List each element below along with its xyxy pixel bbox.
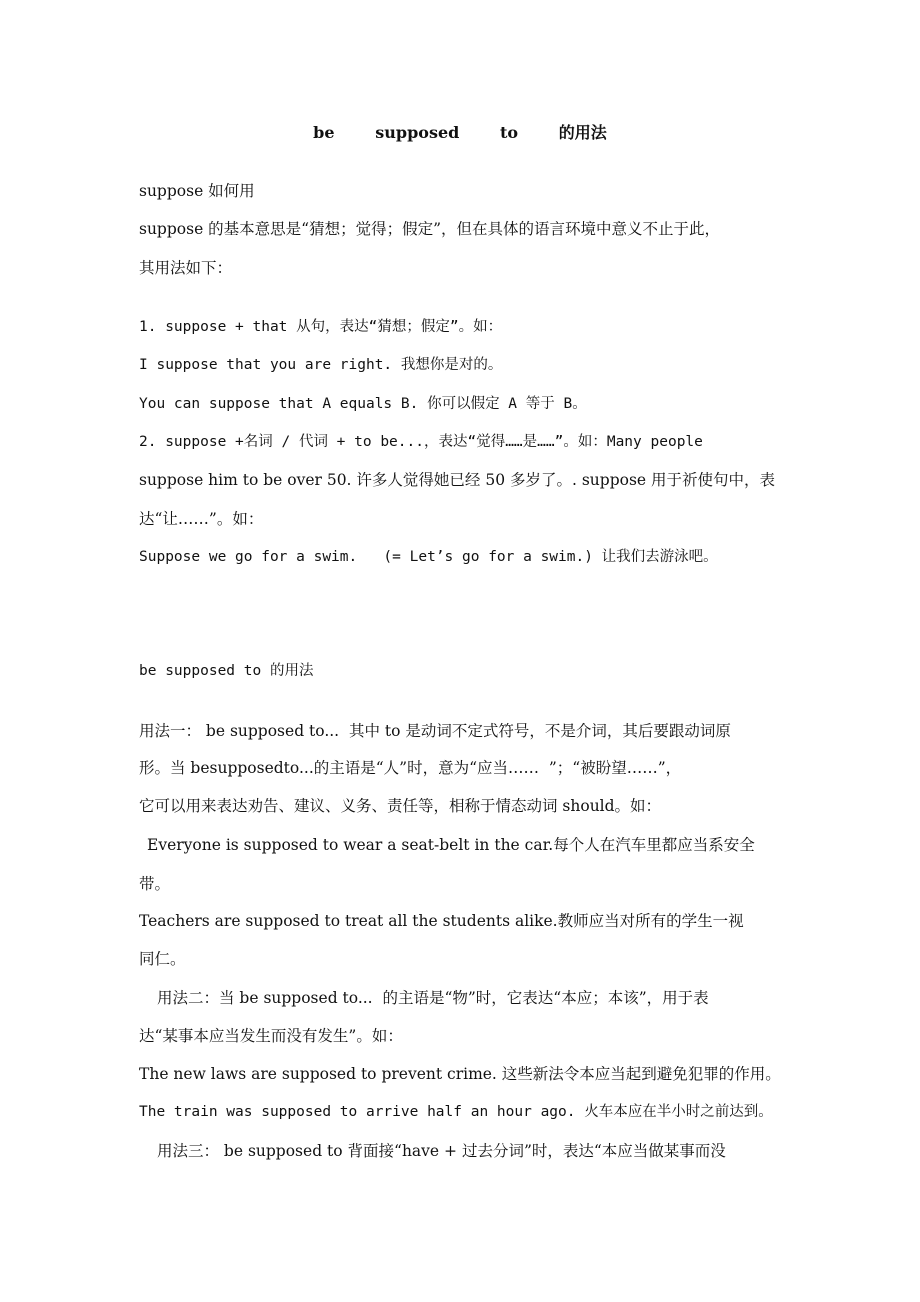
text-line-example-3: Suppose we go for a swim. (= Let’s go for a swim.) 让我们去游泳吧。	[139, 549, 718, 565]
text-line-usage-one-should: 它可以用来表达劝告、建议、义务、责任等，相称于情态动词 should。如：	[139, 797, 662, 815]
text-line-example-train: The train was supposed to arrive half an hour ago. 火车本应在半小时之前达到。	[139, 1104, 773, 1120]
text-line-example-seatbelt-cont: 带。	[139, 875, 171, 893]
document-title: be supposed to 的用法	[313, 123, 607, 142]
section-heading-be-supposed-to: be supposed to 的用法	[139, 663, 314, 679]
text-line-usage-two-cont: 达“某事本应当发生而没有发生”。如：	[139, 1027, 403, 1045]
text-line-example-2: suppose him to be over 50. 许多人觉得她已经 50 多岁了。. suppose 用于祈使句中，表	[139, 471, 776, 489]
text-line-example-1b: You can suppose that A equals B. 你可以假定 A 等于 B。	[139, 396, 587, 412]
text-line-usage-1: 1. suppose + that 从句，表达“猜想；假定”。如：	[139, 319, 503, 335]
text-line-usage-one-cont: 形。当 besupposedto...的主语是“人”时，意为“应当…… ”；“被盼望……”，	[139, 759, 682, 777]
text-line-usage-three: 用法三： be supposed to 背面接“have + 过去分词”时，表达“本应当做某事而没	[157, 1142, 726, 1160]
text-line-usage-2: 2. suppose +名词 / 代词 + to be...，表达“觉得……是……”。如：Many people	[139, 434, 703, 450]
text-line-usage-two: 用法二：当 be supposed to... 的主语是“物”时，它表达“本应；本该”，用于表	[157, 989, 709, 1007]
text-line-example-teachers: Teachers are supposed to treat all the students alike.教师应当对所有的学生一视	[139, 912, 744, 930]
text-line-example-laws: The new laws are supposed to prevent crime. 这些新法令本应当起到避免犯罪的作用。	[139, 1065, 781, 1083]
text-line-example-seatbelt: Everyone is supposed to wear a seat-belt in the car.每个人在汽车里都应当系安全	[147, 836, 755, 854]
text-line-imperative: 达“让……”。如：	[139, 510, 264, 528]
text-line-suppose-heading: suppose 如何用	[139, 182, 255, 200]
text-line-usage-intro: 其用法如下：	[139, 259, 233, 277]
text-line-usage-one: 用法一： be supposed to... 其中 to 是动词不定式符号，不是介词，其后要跟动词原	[139, 722, 731, 740]
text-line-example-teachers-cont: 同仁。	[139, 950, 186, 968]
text-line-example-1a: I suppose that you are right. 我想你是对的。	[139, 357, 503, 373]
text-line-suppose-meaning: suppose 的基本意思是“猜想；觉得；假定”，但在具体的语言环境中意义不止于此，	[139, 220, 721, 238]
